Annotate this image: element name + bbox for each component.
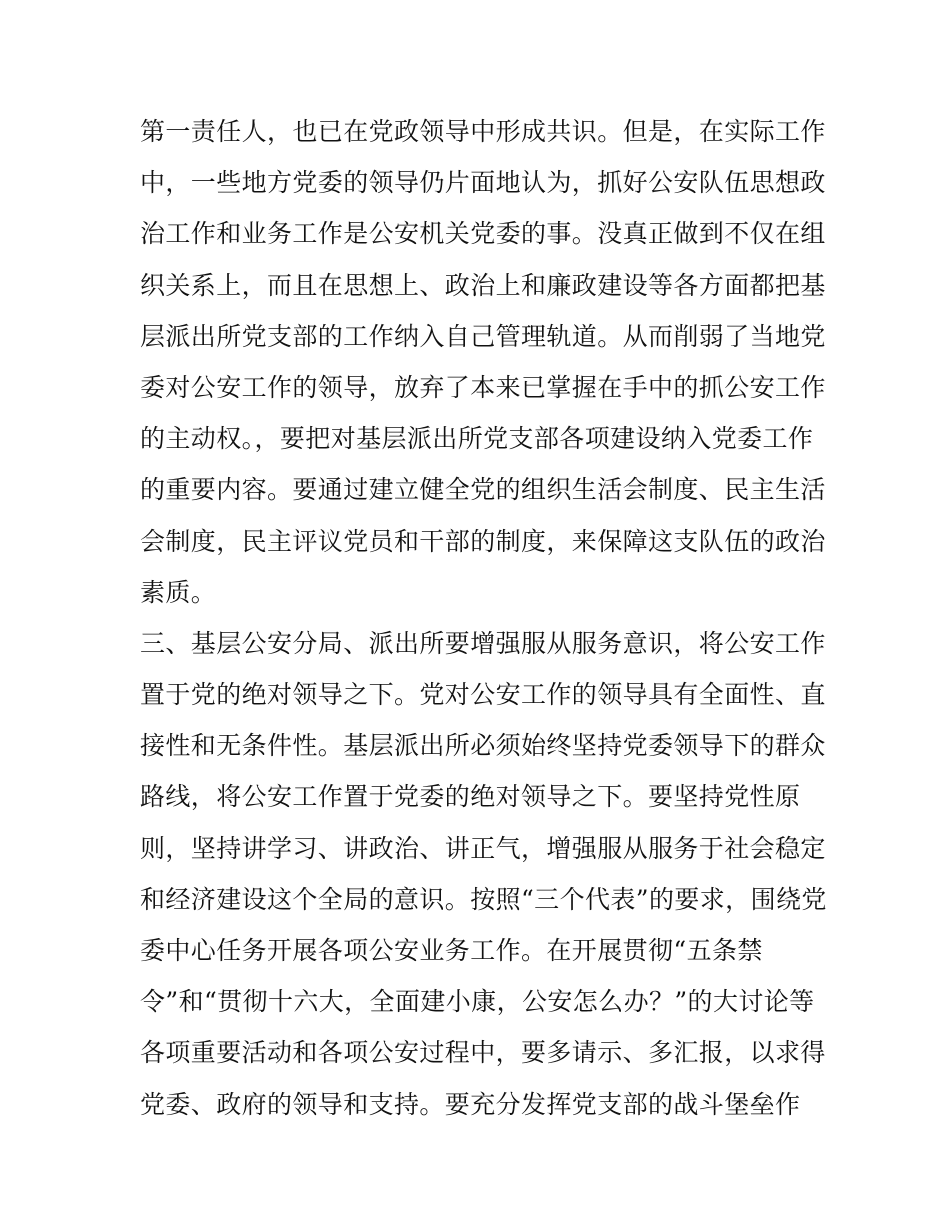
text-line: 的主动权。，要把对基层派出所党支部各项建设纳入党委工作: [140, 424, 814, 454]
text-line: 第一责任人，也已在党政领导中形成共识。但是，在实际工作: [140, 117, 826, 146]
text-line: 中，一些地方党委的领导仍片面地认为，抓好公安队伍思想政: [140, 168, 826, 198]
document-body: [140, 106, 827, 1130]
text-line: 委对公安工作的领导，放弃了本来已掌握在手中的抓公安工作: [140, 372, 826, 402]
text-line: 接性和无条件性。基层派出所必须始终坚持党委领导下的群众: [140, 731, 826, 761]
text-line: 置于党的绝对领导之下。党对公安工作的领导具有全面性、直: [140, 680, 826, 710]
text-line: 委中心任务开展各项公安业务工作。在开展贯彻“五条禁: [140, 936, 763, 965]
text-line: 则，坚持讲学习、讲政治、讲正气，增强服从服务于社会稳定: [140, 833, 826, 863]
text-line: 党委、政府的领导和支持。要充分发挥党支部的战斗堡垒作: [140, 1089, 801, 1119]
text-line: 织关系上，而且在思想上、政治上和廉政建设等各方面都把基: [140, 270, 826, 300]
text-line: 各项重要活动和各项公安过程中，要多请示、多汇报，以求得: [140, 1038, 826, 1068]
section-heading-line: 三、基层公安分局、派出所要增强服从服务意识，将公安工作: [140, 628, 826, 658]
text-line: 的重要内容。要通过建立健全党的组织生活会制度、民主生活: [140, 475, 826, 505]
text-line: 素质。: [140, 577, 217, 607]
text-line: 治工作和业务工作是公安机关党委的事。没真正做到不仅在组: [140, 219, 826, 249]
text-line: 层派出所党支部的工作纳入自己管理轨道。从而削弱了当地党: [140, 321, 826, 351]
text-line: 路线，将公安工作置于党委的绝对领导之下。要坚持党性原: [140, 782, 801, 812]
text-line: 令”和“贯彻十六大，全面建小康，公安怎么办？”的大讨论等: [140, 987, 815, 1017]
text-line: 和经济建设这个全局的意识。按照“三个代表”的要求，围绕党: [140, 884, 827, 914]
text-line: 会制度，民主评议党员和干部的制度，来保障这支队伍的政治: [140, 526, 826, 556]
